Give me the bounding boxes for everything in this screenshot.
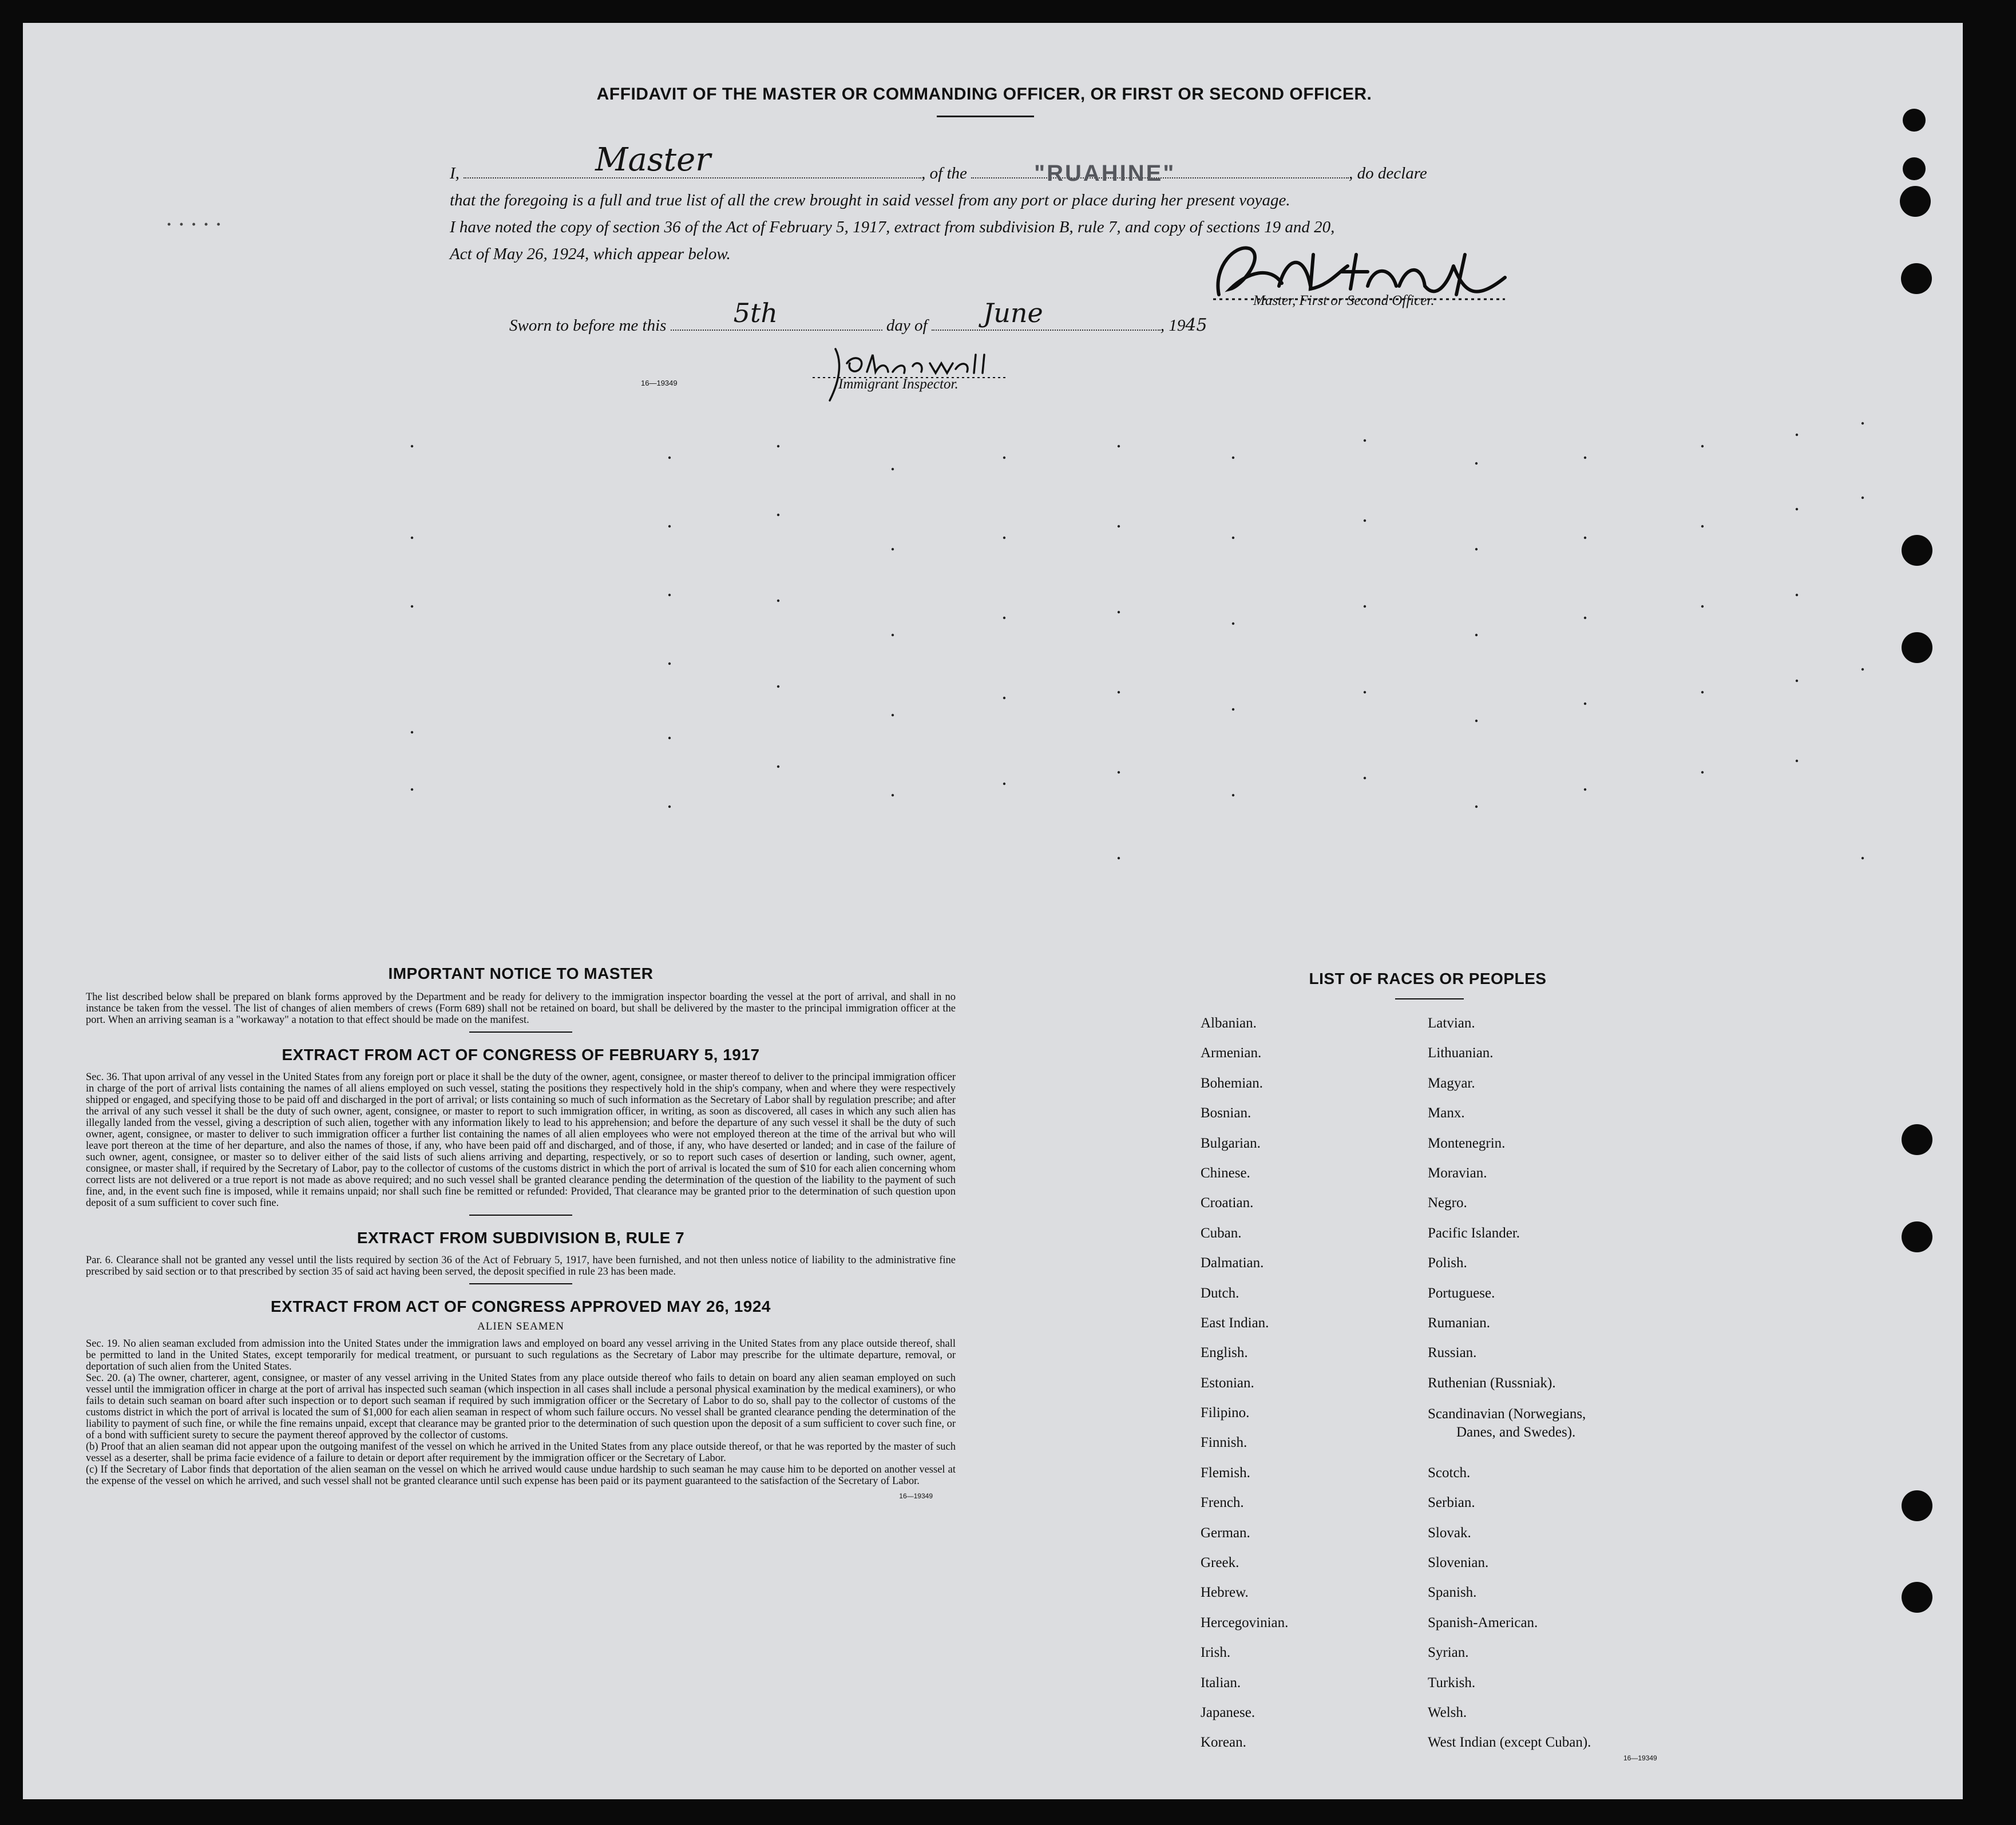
binder-hole — [1901, 263, 1932, 294]
binder-hole — [1902, 632, 1932, 663]
race-item-line: Danes, and Swedes). — [1456, 1425, 1576, 1441]
race-item: Chinese. — [1201, 1165, 1250, 1181]
binder-hole — [1903, 157, 1926, 180]
margin-mark: • • • • • — [166, 220, 222, 231]
extract-rule7-text: Par. 6. Clearance shall not be granted any vessel until the lists required by section 36 of the Act of February 5, 1917, have been furnished, and not then unless notice of liability to the administrative fine prescribed by said section or to that prescribed by section 35 of said act having been served, the deposit specified in rule 23 has been made. — [86, 1255, 956, 1278]
binder-hole — [1903, 109, 1926, 132]
race-item: Rumanian. — [1428, 1315, 1491, 1331]
document-page — [23, 23, 1963, 1799]
vessel-name-stamp: "RUAHINE" — [1034, 161, 1176, 186]
race-item: French. — [1201, 1495, 1244, 1511]
sworn-year-prefix: , 19 — [1160, 316, 1186, 335]
race-item: Italian. — [1201, 1675, 1241, 1691]
race-item: Pacific Islander. — [1428, 1225, 1520, 1241]
race-item: West Indian (except Cuban). — [1428, 1735, 1591, 1751]
race-item: Turkish. — [1428, 1675, 1476, 1691]
race-item: Hebrew. — [1201, 1585, 1249, 1601]
race-item: Slovenian. — [1428, 1555, 1489, 1571]
race-item: German. — [1201, 1525, 1250, 1541]
divider — [469, 1215, 572, 1216]
declaration-line-3: I have noted the copy of section 36 of the Act of February 5, 1917, extract from subdivision B, rule 7, and copy of sections 19 and 20, — [450, 218, 1335, 236]
race-item — [1428, 1405, 1591, 1465]
sworn-prefix: Sworn to before me this — [509, 316, 667, 335]
race-item: Magyar. — [1428, 1075, 1475, 1091]
extract-1924-sec20b: (b) Proof that an alien seaman did not appear upon the outgoing manifest of the vessel on which he arrived in the United States from any place outside thereof, or that he was reported by the master of such vessel as a deserter, shall be prima facie evidence of a failure to detain or deport after requirement by the immigration officer or the Secretary of Labor. — [86, 1441, 956, 1464]
race-item: Scotch. — [1428, 1465, 1471, 1481]
declarant-name: Master — [595, 141, 711, 178]
declaration-suffix: , do declare — [1349, 164, 1427, 182]
race-item: Albanian. — [1201, 1015, 1257, 1031]
race-item: Serbian. — [1428, 1495, 1475, 1511]
form-number: 16—19349 — [641, 379, 678, 387]
race-item: Moravian. — [1428, 1165, 1487, 1181]
sworn-day-of: day of — [886, 316, 928, 335]
extract-1917-heading: EXTRACT FROM ACT OF CONGRESS OF FEBRUARY 5, 1917 — [282, 1046, 760, 1064]
races-left-column — [1201, 1015, 1288, 1765]
notice-text: The list described below shall be prepared on blank forms approved by the Department and be ready for delivery to the immigration inspector boarding the vessel at the port of arrival, and shall in no instance be taken from the vessel. The list of changes of alien members of crews (Form 689) shall not be retained on board, but shall be delivered by the master to the principal immigration officer at the port. When an arriving seaman is a "workaway" a notation to that effect should be made on the manifest. — [86, 991, 956, 1026]
race-item: Croatian. — [1201, 1195, 1254, 1211]
race-item: Bosnian. — [1201, 1105, 1251, 1121]
extract-1917-text: Sec. 36. That upon arrival of any vessel in the United States from any foreign port or place it shall be the duty of the owner, agent, consignee, or master thereof to deliver to the principal immigration officer in charge of the port of arrival lists containing the names of all aliens employed on such vessel, stating the positions they respectively hold in the ship's company, when and where they were respectively shipped or engaged, and specifying those to be paid off and discharged in the port of arrival; or lists containing so much of such information as the Secretary of Labor shall by regulation prescribe; and after the arrival of any such vessel it shall be the duty of such owner, agent, consignee, or master to report to such immigration officer, in writing, as soon as discovered, all cases in which any such alien has illegally landed from the vessel, giving a description of such alien, together with any information likely to lead to his apprehension; and before the departure of any such vessel it shall be the duty of such owner, agent, consignee, or master to deliver to such immigration officer a further list containing the names of all alien employees who were not employed thereon at the time of the arrival but who will leave port thereon at the time of her departure, and also the names of those, if any, who have been paid off and discharged, and of those, if any, who have deserted or landed; and in case of the failure of such owner, agent, consignee, or master so to deliver either of the said lists of such aliens arriving and departing, respectively, or so to report such cases of desertion or landing, such owner, agent, consignee, or master shall, if required by the Secretary of Labor, pay to the collector of customs of the customs district in which the port of arrival is located the sum of $10 for each alien concerning whom correct lists are not delivered or a true report is not made as above required; and no such vessel shall be granted clearance pending the determination of the question of the liability to the payment of such fine, and, in the event such fine is imposed, while it remains unpaid; nor shall such fine be remitted or refunded: Provided, That clearance may be granted prior to the determination of such question upon deposit of a sum sufficient to cover such fine. — [86, 1072, 956, 1209]
sworn-month: June — [983, 297, 1043, 328]
race-item: Lithuanian. — [1428, 1045, 1494, 1061]
binder-hole — [1902, 1124, 1932, 1155]
race-item: East Indian. — [1201, 1315, 1269, 1331]
race-item: Flemish. — [1201, 1465, 1250, 1481]
binder-hole — [1902, 1490, 1932, 1521]
race-item: Manx. — [1428, 1105, 1465, 1121]
race-item: English. — [1201, 1345, 1248, 1361]
race-item: Armenian. — [1201, 1045, 1262, 1061]
race-item: Syrian. — [1428, 1645, 1469, 1661]
declaration-line-4: Act of May 26, 1924, which appear below. — [450, 245, 731, 263]
race-item: Irish. — [1201, 1645, 1231, 1661]
extract-1924-heading: EXTRACT FROM ACT OF CONGRESS APPROVED MAY 26, 1924 — [271, 1298, 771, 1315]
race-item: Spanish-American. — [1428, 1614, 1538, 1630]
race-item: Negro. — [1428, 1195, 1467, 1211]
divider — [469, 1031, 572, 1033]
race-item: Latvian. — [1428, 1015, 1475, 1031]
officer-caption: Master, First or Second Officer. — [1253, 293, 1435, 308]
race-item-line: Scandinavian (Norwegians, — [1428, 1406, 1586, 1422]
race-item: Bulgarian. — [1201, 1135, 1261, 1151]
inspector-caption: Immigrant Inspector. — [838, 376, 959, 392]
race-item: Welsh. — [1428, 1705, 1467, 1720]
notice-column — [86, 964, 956, 1502]
affidavit-title: AFFIDAVIT OF THE MASTER OR COMMANDING OFFICER, OR FIRST OR SECOND OFFICER. — [596, 85, 1372, 104]
alien-seamen-subheading: ALIEN SEAMEN — [477, 1320, 564, 1332]
form-number: 16—19349 — [1623, 1754, 1657, 1762]
declaration-line-2: that the foregoing is a full and true list of all the crew brought in said vessel from any port or place during her present voyage. — [450, 191, 1290, 209]
race-item: Montenegrin. — [1428, 1135, 1506, 1151]
form-number: 16—19349 — [899, 1492, 933, 1500]
races-right-column — [1428, 1015, 1591, 1765]
extract-1924-sec20c: (c) If the Secretary of Labor finds that deportation of the alien seaman on the vessel on which he arrived would cause undue hardship to such seaman he may cause him to be deported on another vessel at the expense of the vessel on which he arrived, and such vessel shall not be granted clearance until such expense has been paid or its payment guaranteed to the satisfaction of the Secretary of Labor. — [86, 1464, 956, 1487]
race-item: Korean. — [1201, 1735, 1246, 1751]
race-item: Dalmatian. — [1201, 1255, 1264, 1271]
extract-rule7-heading: EXTRACT FROM SUBDIVISION B, RULE 7 — [357, 1229, 685, 1247]
declaration-prefix: I, — [450, 164, 460, 182]
empty-crew-grid — [23, 23, 1963, 938]
race-item: Estonian. — [1201, 1375, 1254, 1391]
extract-1924-sec20a: Sec. 20. (a) The owner, charterer, agent, consignee, or master of any vessel arriving in the United States from any place outside thereof who fails to detain on board any alien seaman employed on such vessel until the immigration officer in charge at the port of arrival has inspected such seaman (which inspection in all cases shall include a personal physical examination by the medical examiners), or who fails to detain such seaman on board after such inspection or to deport such seaman if required by such immigration officer or the Secretary of Labor to do so, shall pay to the collector of customs of the customs district in which the port of arrival is located the sum of $1,000 for each alien seaman in respect of whom such failure occurs. No vessel shall be granted clearance pending the determination of the liability to payment of such fine, or while the fine remains unpaid, except that clearance may be granted prior to the determination of such question upon the deposit of a sum sufficient to cover such fine, or of a bond with sufficient surety to secure the payment thereof approved by the collector of customs. — [86, 1372, 956, 1441]
race-item: Polish. — [1428, 1255, 1467, 1271]
binder-hole — [1902, 1221, 1932, 1252]
race-item: Ruthenian (Russniak). — [1428, 1375, 1556, 1391]
divider — [469, 1283, 572, 1284]
races-heading: LIST OF RACES OR PEOPLES — [1309, 970, 1547, 987]
notice-heading: IMPORTANT NOTICE TO MASTER — [388, 965, 653, 982]
binder-hole — [1902, 1582, 1932, 1613]
extract-1924-sec19: Sec. 19. No alien seaman excluded from admission into the United States under the immigration laws and employed on board any vessel arriving in the United States from any place outside thereof, shall be permitted to land in the United States, except temporarily for medical treatment, or pursuant to such regulations as the Secretary of Labor may prescribe for the ultimate departure, removal, or deportation of such alien from the United States. — [86, 1338, 956, 1372]
race-item: Slovak. — [1428, 1525, 1471, 1541]
race-item: Portuguese. — [1428, 1285, 1495, 1301]
binder-hole — [1900, 186, 1931, 217]
sworn-day: 5th — [733, 297, 778, 328]
race-item: Bohemian. — [1201, 1075, 1264, 1091]
race-item: Filipino. — [1201, 1405, 1250, 1421]
sworn-year: 45 — [1185, 315, 1207, 335]
race-item: Spanish. — [1428, 1585, 1477, 1601]
binder-hole — [1902, 535, 1932, 566]
race-item: Dutch. — [1201, 1285, 1239, 1301]
race-item: Cuban. — [1201, 1225, 1242, 1241]
race-item: Hercegovinian. — [1201, 1614, 1289, 1630]
race-item: Finnish. — [1201, 1435, 1247, 1451]
race-item: Russian. — [1428, 1345, 1477, 1361]
race-item: Japanese. — [1201, 1704, 1255, 1720]
race-item: Greek. — [1201, 1555, 1239, 1571]
divider — [1395, 998, 1464, 999]
declaration-of-the: , of the — [921, 164, 967, 182]
